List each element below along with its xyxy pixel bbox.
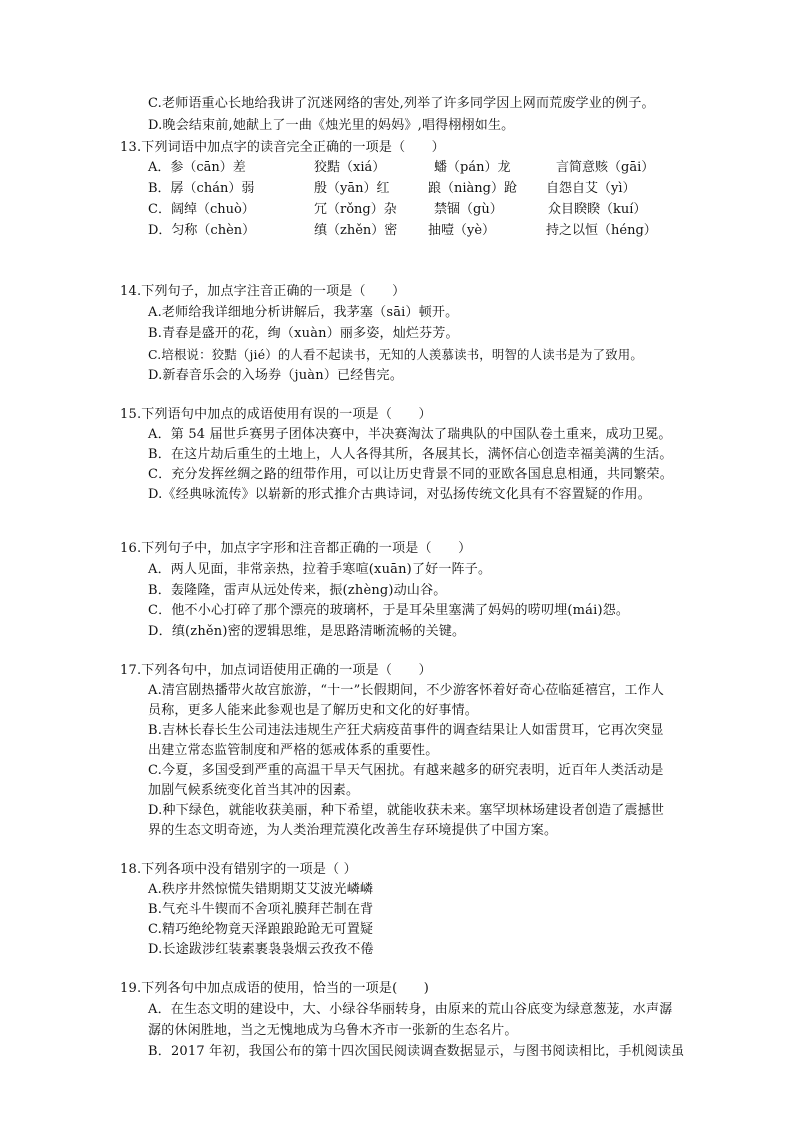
- q13-b-col2: 殷（yān）红: [314, 181, 390, 196]
- question-15-option-d: D.《经典咏流传》以崭新的形式推介古典诗词，对弘扬传统文化具有不容置疑的作用。: [148, 487, 651, 502]
- question-14-option-c: C.培根说：狡黠（jié）的人看不起读书，无知的人羡慕读书，明智的人读书是为了致用。: [148, 347, 643, 362]
- question-17-option-d-line1: D.种下绿色，就能收获美丽，种下希望，就能收获未来。塞罕坝林场建设者创造了震撼世: [148, 803, 665, 818]
- option-line-prev-d: D.晚会结束前,她献上了一曲《烛光里的妈妈》,唱得栩栩如生。: [148, 118, 515, 133]
- question-19-option-a-line1: A．在生态文明的建设中，大、小绿谷华丽转身，由原来的荒山谷底变为绿意葱茏，水声潺: [148, 1002, 673, 1017]
- question-17-option-a-line2: 员称，更多人能来此参观也是了解历史和文化的好事情。: [148, 703, 479, 718]
- q13-d-col3: 抽噎（yè）: [428, 223, 496, 238]
- q13-d-col4: 持之以恒（héng）: [546, 223, 657, 238]
- question-18-option-a: A.秩序井然惊慌失错期期艾艾波光嶙嶙: [148, 882, 374, 897]
- question-19-option-b-line1: B．2017 年初，我国公布的第十四次国民阅读调查数据显示，与图书阅读相比，手机阅读虽: [148, 1044, 685, 1059]
- q13-c-col1: C．阔绰（chuò）: [148, 202, 255, 217]
- q13-b-col3: 踉（niàng）跄: [428, 181, 517, 196]
- q13-d-col1: D．匀称（chèn）: [148, 223, 256, 238]
- q13-c-col2: 冗（rǒng）杂: [314, 202, 397, 217]
- question-15-option-c: C．充分发挥丝绸之路的纽带作用，可以让历史背景不同的亚欧各国息息相通，共同繁荣。: [148, 467, 673, 482]
- q13-a-col3: 蟠（pán）龙: [434, 160, 511, 175]
- question-16-option-b: B．轰隆隆，雷声从远处传来，振(zhèng)动山谷。: [148, 583, 447, 598]
- q13-c-col3: 禁锢（gù）: [434, 202, 503, 217]
- q13-c-col4: 众目睽睽（kuí）: [548, 202, 647, 217]
- question-17-stem: 17.下列各句中，加点词语使用正确的一项是（ ）: [120, 663, 432, 678]
- question-17-option-b-line1: B.吉林长春长生公司违法违规生产狂犬病疫苗事件的调查结果让人如雷贯耳，它再次突显: [148, 723, 664, 738]
- question-17-option-c-line2: 加剧气候系统变化首当其冲的因素。: [148, 783, 360, 798]
- question-17-option-a-line1: A.清宫剧热播带火故宫旅游，“十一”长假期间，不少游客怀着好奇心莅临延禧宫，工作人: [148, 683, 665, 698]
- q13-a-col2: 狡黠（xiá）: [314, 160, 386, 175]
- option-line-prev-c: C.老师语重心长地给我讲了沉迷网络的害处,列举了许多同学因上网而荒废学业的例子。: [148, 96, 655, 111]
- question-14-stem: 14.下列句子，加点字注音正确的一项是（ ）: [120, 284, 406, 299]
- question-15-option-b: B．在这片劫后重生的土地上，人人各得其所，各展其长，满怀信心创造幸福美满的生活。: [148, 447, 673, 462]
- question-16-option-c: C．他不小心打碎了那个漂亮的玻璃杯，于是耳朵里塞满了妈妈的唠叨埋(mái)怨。: [148, 603, 630, 618]
- question-16-option-a: A．两人见面，非常亲热，拉着手寒喧(xuān)了好一阵子。: [148, 562, 492, 577]
- question-15-stem: 15.下列语句中加点的成语使用有误的一项是（ ）: [120, 407, 432, 422]
- question-14-option-a: A.老师给我详细地分析讲解后，我茅塞（sāi）顿开。: [148, 305, 459, 320]
- question-18-option-c: C.精巧绝纶物竟天泽踉踉跄跄无可置疑: [148, 922, 374, 937]
- question-16-stem: 16.下列句子中，加点字字形和注音都正确的一项是（ ）: [120, 541, 472, 556]
- q13-d-col2: 缜（zhěn）密: [314, 223, 398, 238]
- question-17-option-d-line2: 界的生态文明奇迹，为人类治理荒漠化改善生存环境提供了中国方案。: [148, 823, 558, 838]
- question-15-option-a: A．第 54 届世乒赛男子团体决赛中，半决赛淘汰了瑞典队的中国队卷土重来，成功卫冕。: [148, 427, 672, 442]
- question-18-option-d: D.长途跋涉红装素裹袅袅烟云孜孜不倦: [148, 942, 374, 957]
- q13-b-col4: 自怨自艾（yì）: [546, 181, 636, 196]
- question-13-stem: 13.下列词语中加点字的读音完全正确的一项是（ ）: [120, 140, 445, 155]
- question-18-stem: 18.下列各项中没有错别字的一项是（ ）: [120, 862, 357, 877]
- question-17-option-c-line1: C.今夏，多国受到严重的高温干旱天气困扰。有越来越多的研究表明，近百年人类活动是: [148, 763, 664, 778]
- question-19-stem: 19.下列各句中加点成语的使用，恰当的一项是( ): [120, 981, 430, 996]
- question-19-option-a-line2: 潺的休闲胜地，当之无愧地成为乌鲁木齐市一张新的生态名片。: [148, 1023, 518, 1038]
- question-14-option-b: B.青春是盛开的花，绚（xuàn）丽多姿，灿烂芬芳。: [148, 326, 459, 341]
- q13-b-col1: B．孱（chán）弱: [148, 181, 255, 196]
- question-16-option-d: D．缜(zhěn)密的逻辑思维，是思路清晰流畅的关键。: [148, 624, 466, 639]
- question-14-option-d: D.新春音乐会的入场券（juàn）已经售完。: [148, 368, 404, 383]
- q13-a-col1: A．参（cān）差: [148, 160, 246, 175]
- question-18-option-b: B.气充斗牛锲而不舍项礼膜拜芒制在背: [148, 902, 374, 917]
- q13-a-col4: 言简意赅（gāi）: [556, 160, 655, 175]
- question-17-option-b-line2: 出建立常态监管制度和严格的惩戒体系的重要性。: [148, 743, 439, 758]
